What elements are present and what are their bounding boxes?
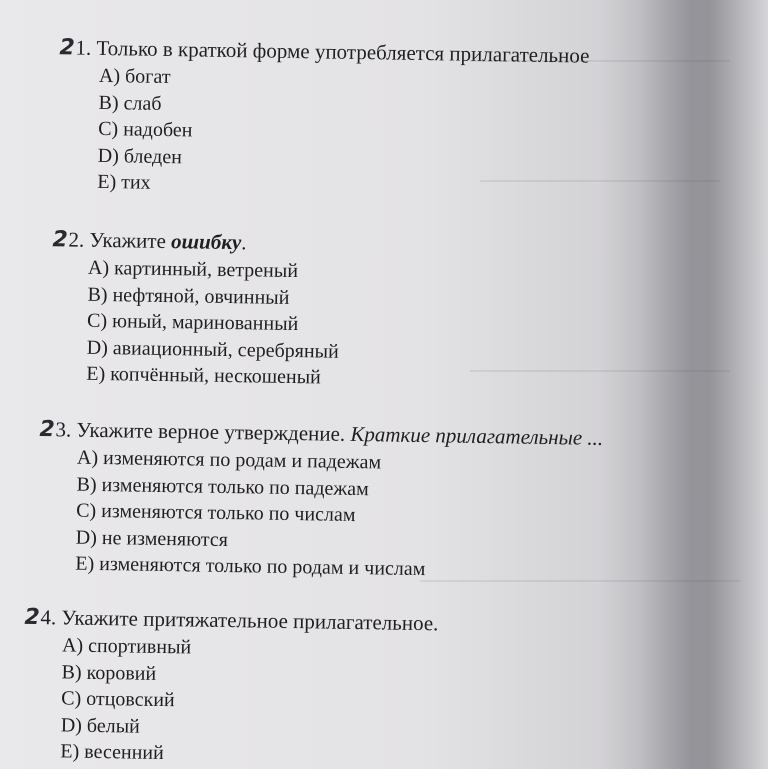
question-22-options <box>86 255 340 391</box>
question-23-title: 23. Укажите верное утверждение. Краткие прилагательные ... <box>39 417 604 450</box>
question-22-title: 22. Укажите ошибку. <box>52 227 247 255</box>
option-b[interactable]: B) слаб <box>98 91 162 115</box>
option-d[interactable]: D) не изменяются <box>75 526 229 551</box>
option-e[interactable]: E) тих <box>97 170 151 194</box>
handwritten-mark: 2 <box>24 604 40 631</box>
handwritten-mark: 2 <box>52 227 68 253</box>
option-c[interactable]: C) отцовский <box>61 687 175 712</box>
option-d[interactable]: D) авиационный, серебряный <box>86 336 339 363</box>
option-b[interactable]: B) коровий <box>61 660 157 685</box>
question-23-options <box>75 445 427 583</box>
option-d[interactable]: D) белый <box>60 713 140 738</box>
option-a[interactable]: A) спортивный <box>61 634 192 659</box>
handwritten-mark: 2 <box>39 417 55 443</box>
option-c[interactable]: C) юный, маринованный <box>86 309 299 336</box>
option-a[interactable]: A) богат <box>98 64 171 89</box>
option-c[interactable]: C) надобен <box>97 117 193 142</box>
option-b[interactable]: B) изменяются только по падежам <box>76 473 369 500</box>
question-24-options <box>60 632 191 767</box>
option-c[interactable]: C) изменяются только по числам <box>75 499 356 527</box>
option-b[interactable]: B) нефтяной, овчинный <box>87 283 290 309</box>
option-e[interactable]: E) весенний <box>60 740 164 765</box>
page-fold-shadow <box>638 0 768 769</box>
option-e[interactable]: E) копчённый, нескошеный <box>86 362 322 389</box>
option-d[interactable]: D) бледен <box>97 144 183 168</box>
test-sheet <box>24 12 680 769</box>
option-a[interactable]: A) картинный, ветреный <box>87 256 299 283</box>
question-21-title: 21. Только в краткой форме употребляется прилагательное <box>59 35 590 68</box>
question-24-title: 24. Укажите притяжательное прилагательное. <box>24 604 439 636</box>
handwritten-mark: 2 <box>59 35 75 61</box>
option-a[interactable]: A) изменяются по родам и падежам <box>76 446 382 474</box>
option-e[interactable]: E) изменяются только по родам и числам <box>75 552 426 581</box>
question-21-options <box>97 63 193 197</box>
